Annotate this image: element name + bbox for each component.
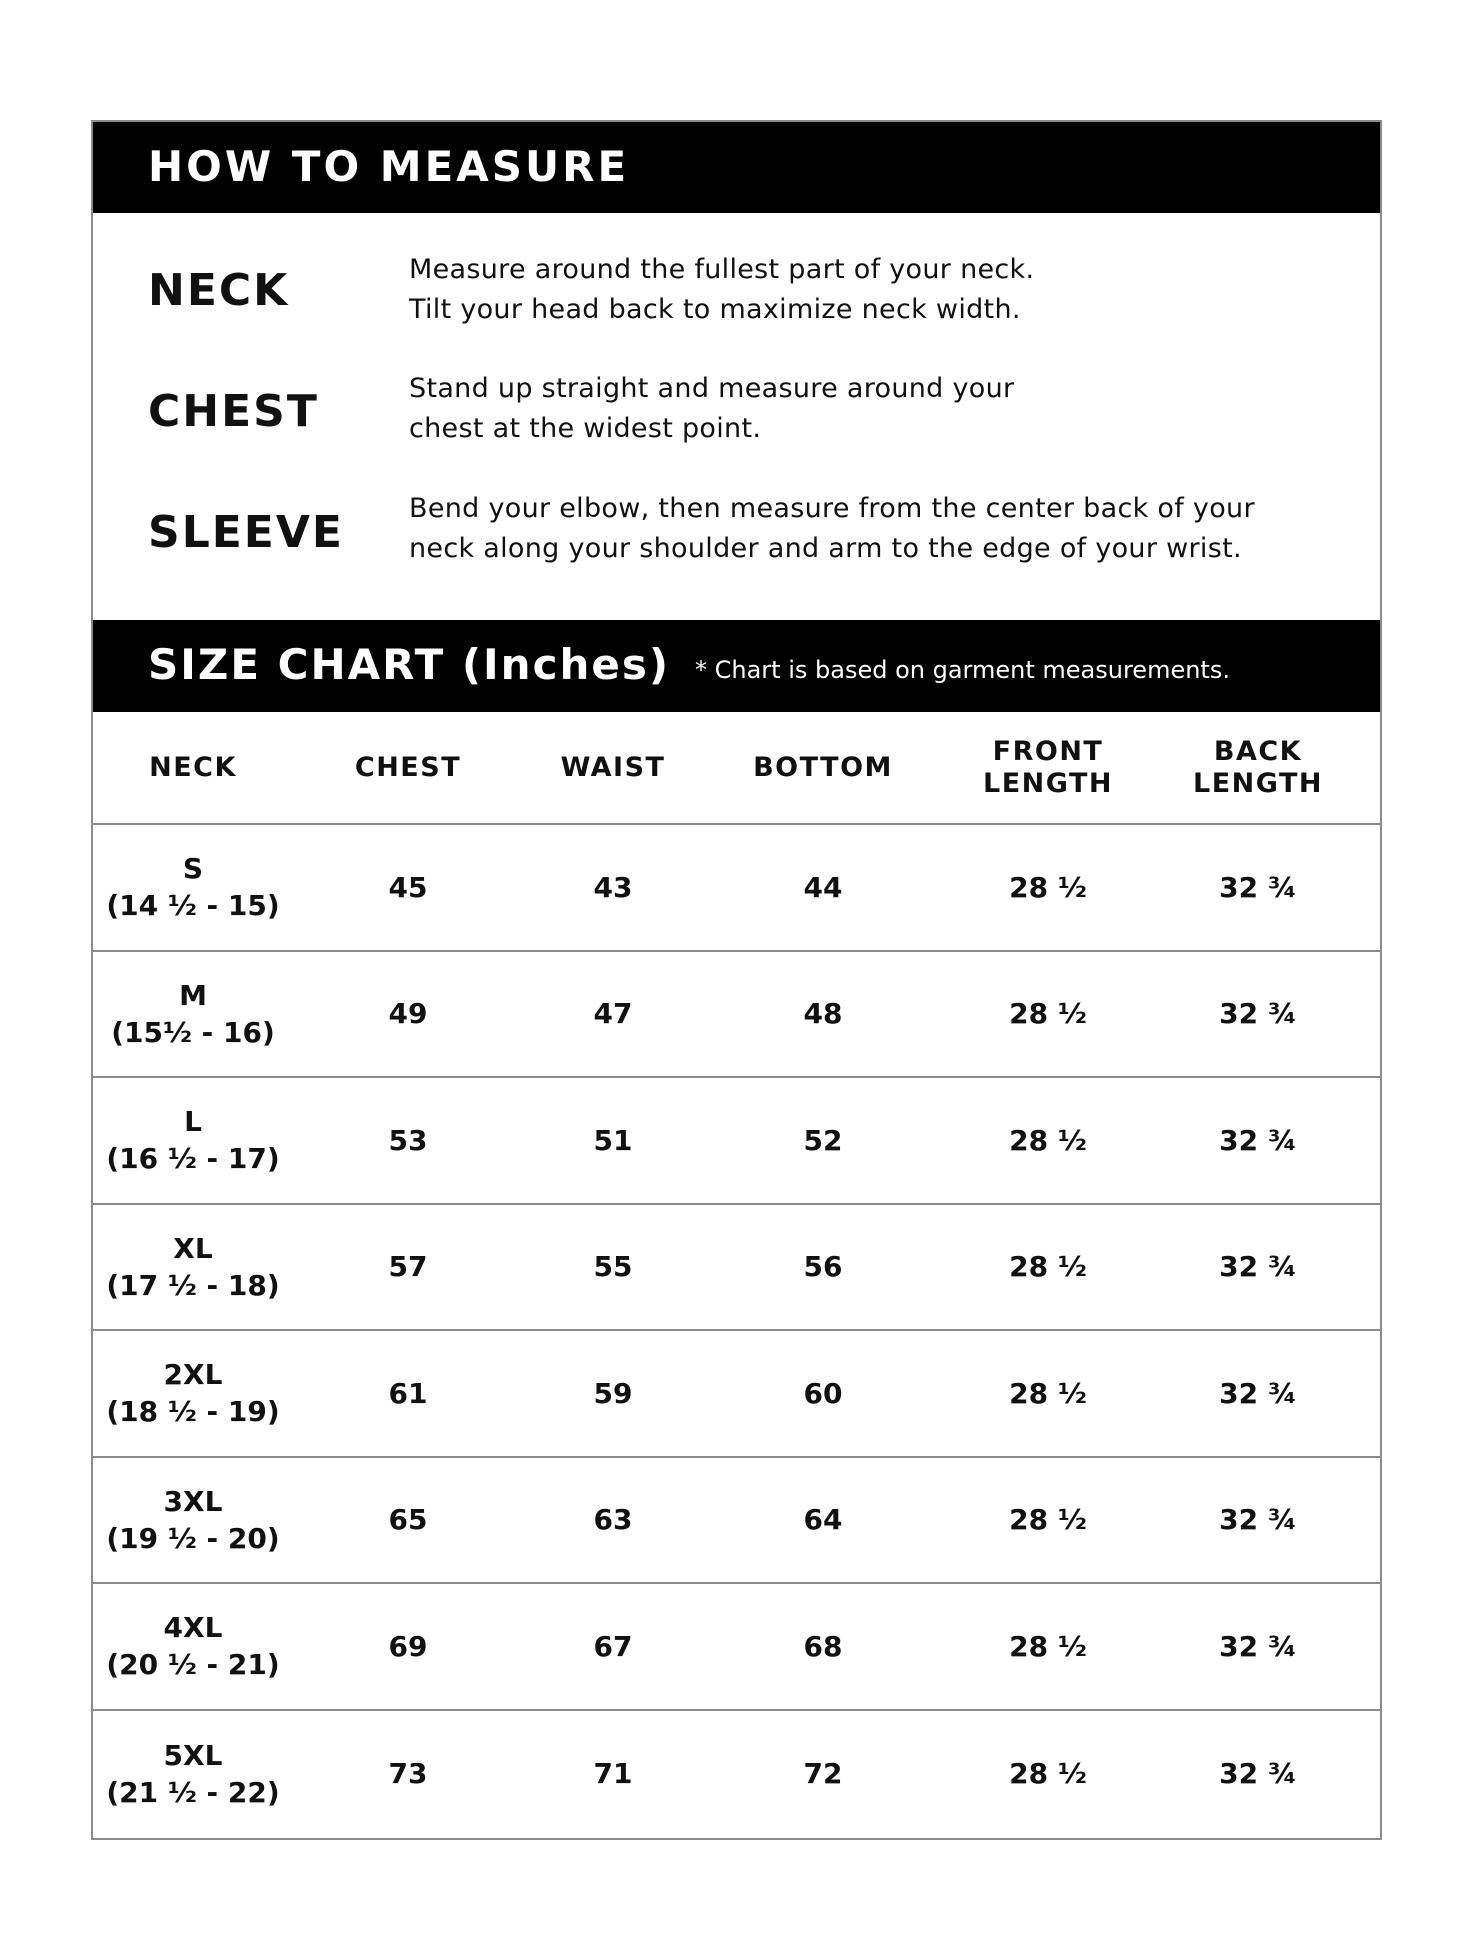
size-chart-header	[93, 620, 1380, 712]
size-cell	[93, 1711, 293, 1838]
measure-description	[409, 369, 1369, 449]
measure-description-line: Stand up straight and measure around your	[409, 373, 1015, 404]
waist-cell: 43	[593, 870, 633, 904]
column-header-text: BACK	[1213, 735, 1303, 767]
how-to-measure-header	[93, 122, 1380, 213]
chest-cell: 45	[388, 870, 428, 904]
column-header-front-length	[933, 712, 1163, 823]
chest-cell: 53	[388, 1123, 428, 1157]
chest-cell: 73	[388, 1757, 428, 1791]
chest-cell: 65	[388, 1503, 428, 1537]
neck-range: (18 ½ - 19)	[106, 1395, 280, 1429]
column-header-text: LENGTH	[1193, 767, 1323, 799]
neck-range: (19 ½ - 20)	[106, 1521, 280, 1555]
column-header-text: NECK	[149, 751, 237, 783]
measure-description-line: chest at the widest point.	[409, 413, 762, 444]
chest-cell: 69	[388, 1629, 428, 1663]
column-header-chest	[303, 712, 513, 823]
neck-range: (21 ½ - 22)	[106, 1775, 280, 1809]
neck-range: (20 ½ - 21)	[106, 1648, 280, 1682]
chest-cell: 57	[388, 1250, 428, 1284]
bottom-cell: 48	[803, 997, 843, 1031]
table-row	[93, 1458, 1380, 1585]
measure-item-sleeve	[93, 481, 1380, 581]
size-label: 4XL	[163, 1611, 223, 1645]
measure-description-line: Measure around the fullest part of your neck.	[409, 254, 1035, 285]
table-row	[93, 1078, 1380, 1205]
waist-cell: 59	[593, 1376, 633, 1410]
waist-cell: 47	[593, 997, 633, 1031]
column-header-text: LENGTH	[983, 767, 1113, 799]
table-row	[93, 1584, 1380, 1711]
column-header-bottom	[713, 712, 933, 823]
size-chart-note: * Chart is based on garment measurements.	[695, 656, 1230, 684]
back-length-cell: 32 ¾	[1219, 1250, 1297, 1284]
table-row	[93, 1205, 1380, 1332]
measure-description	[409, 250, 1369, 330]
measure-label: SLEEVE	[148, 507, 344, 558]
back-length-cell: 32 ¾	[1219, 1629, 1297, 1663]
measure-item-chest	[93, 361, 1380, 461]
bottom-cell: 56	[803, 1250, 843, 1284]
waist-cell: 67	[593, 1629, 633, 1663]
bottom-cell: 44	[803, 870, 843, 904]
neck-range: (14 ½ - 15)	[106, 889, 280, 923]
size-cell	[93, 952, 293, 1077]
size-label: 3XL	[163, 1484, 223, 1518]
waist-cell: 51	[593, 1123, 633, 1157]
back-length-cell: 32 ¾	[1219, 1503, 1297, 1537]
back-length-cell: 32 ¾	[1219, 1376, 1297, 1410]
bottom-cell: 68	[803, 1629, 843, 1663]
column-header-text: BOTTOM	[753, 751, 893, 783]
front-length-cell: 28 ½	[1009, 870, 1087, 904]
measure-label: CHEST	[148, 386, 319, 437]
measure-item-neck	[93, 241, 1380, 341]
front-length-cell: 28 ½	[1009, 1123, 1087, 1157]
column-header-text: CHEST	[354, 751, 462, 783]
bottom-cell: 64	[803, 1503, 843, 1537]
size-cell	[93, 1331, 293, 1456]
size-label: L	[184, 1105, 202, 1139]
front-length-cell: 28 ½	[1009, 997, 1087, 1031]
size-label: S	[182, 852, 204, 886]
table-row	[93, 1711, 1380, 1838]
size-label: M	[179, 978, 207, 1012]
waist-cell: 71	[593, 1757, 633, 1791]
back-length-cell: 32 ¾	[1219, 997, 1297, 1031]
table-row	[93, 825, 1380, 952]
how-to-measure-title: HOW TO MEASURE	[148, 142, 630, 191]
front-length-cell: 28 ½	[1009, 1757, 1087, 1791]
neck-range: (16 ½ - 17)	[106, 1142, 280, 1176]
size-chart-title: SIZE CHART (Inches)	[148, 640, 671, 689]
measure-description-line: Tilt your head back to maximize neck width.	[409, 294, 1021, 325]
size-table-header-row	[93, 712, 1380, 825]
size-cell	[93, 1205, 293, 1330]
column-header-text: FRONT	[992, 735, 1104, 767]
size-label: 5XL	[163, 1738, 223, 1772]
size-guide-card	[91, 120, 1382, 1840]
measure-description-line: Bend your elbow, then measure from the center back of your	[409, 493, 1255, 524]
chest-cell: 61	[388, 1376, 428, 1410]
size-cell	[93, 825, 293, 950]
chest-cell: 49	[388, 997, 428, 1031]
measure-description-line: neck along your shoulder and arm to the edge of your wrist.	[409, 533, 1242, 564]
waist-cell: 55	[593, 1250, 633, 1284]
front-length-cell: 28 ½	[1009, 1503, 1087, 1537]
measure-description	[409, 489, 1369, 569]
front-length-cell: 28 ½	[1009, 1250, 1087, 1284]
size-label: XL	[173, 1231, 213, 1265]
back-length-cell: 32 ¾	[1219, 1123, 1297, 1157]
size-cell	[93, 1078, 293, 1203]
front-length-cell: 28 ½	[1009, 1629, 1087, 1663]
neck-range: (15½ - 16)	[111, 1015, 275, 1049]
table-row	[93, 1331, 1380, 1458]
back-length-cell: 32 ¾	[1219, 1757, 1297, 1791]
size-cell	[93, 1584, 293, 1709]
bottom-cell: 60	[803, 1376, 843, 1410]
front-length-cell: 28 ½	[1009, 1376, 1087, 1410]
column-header-neck	[93, 712, 293, 823]
neck-range: (17 ½ - 18)	[106, 1268, 280, 1302]
size-label: 2XL	[163, 1358, 223, 1392]
column-header-back-length	[1153, 712, 1363, 823]
column-header-waist	[513, 712, 713, 823]
size-cell	[93, 1458, 293, 1583]
bottom-cell: 52	[803, 1123, 843, 1157]
back-length-cell: 32 ¾	[1219, 870, 1297, 904]
bottom-cell: 72	[803, 1757, 843, 1791]
column-header-text: WAIST	[560, 751, 666, 783]
table-row	[93, 952, 1380, 1079]
size-table-body	[93, 825, 1380, 1837]
measure-label: NECK	[148, 265, 290, 316]
waist-cell: 63	[593, 1503, 633, 1537]
